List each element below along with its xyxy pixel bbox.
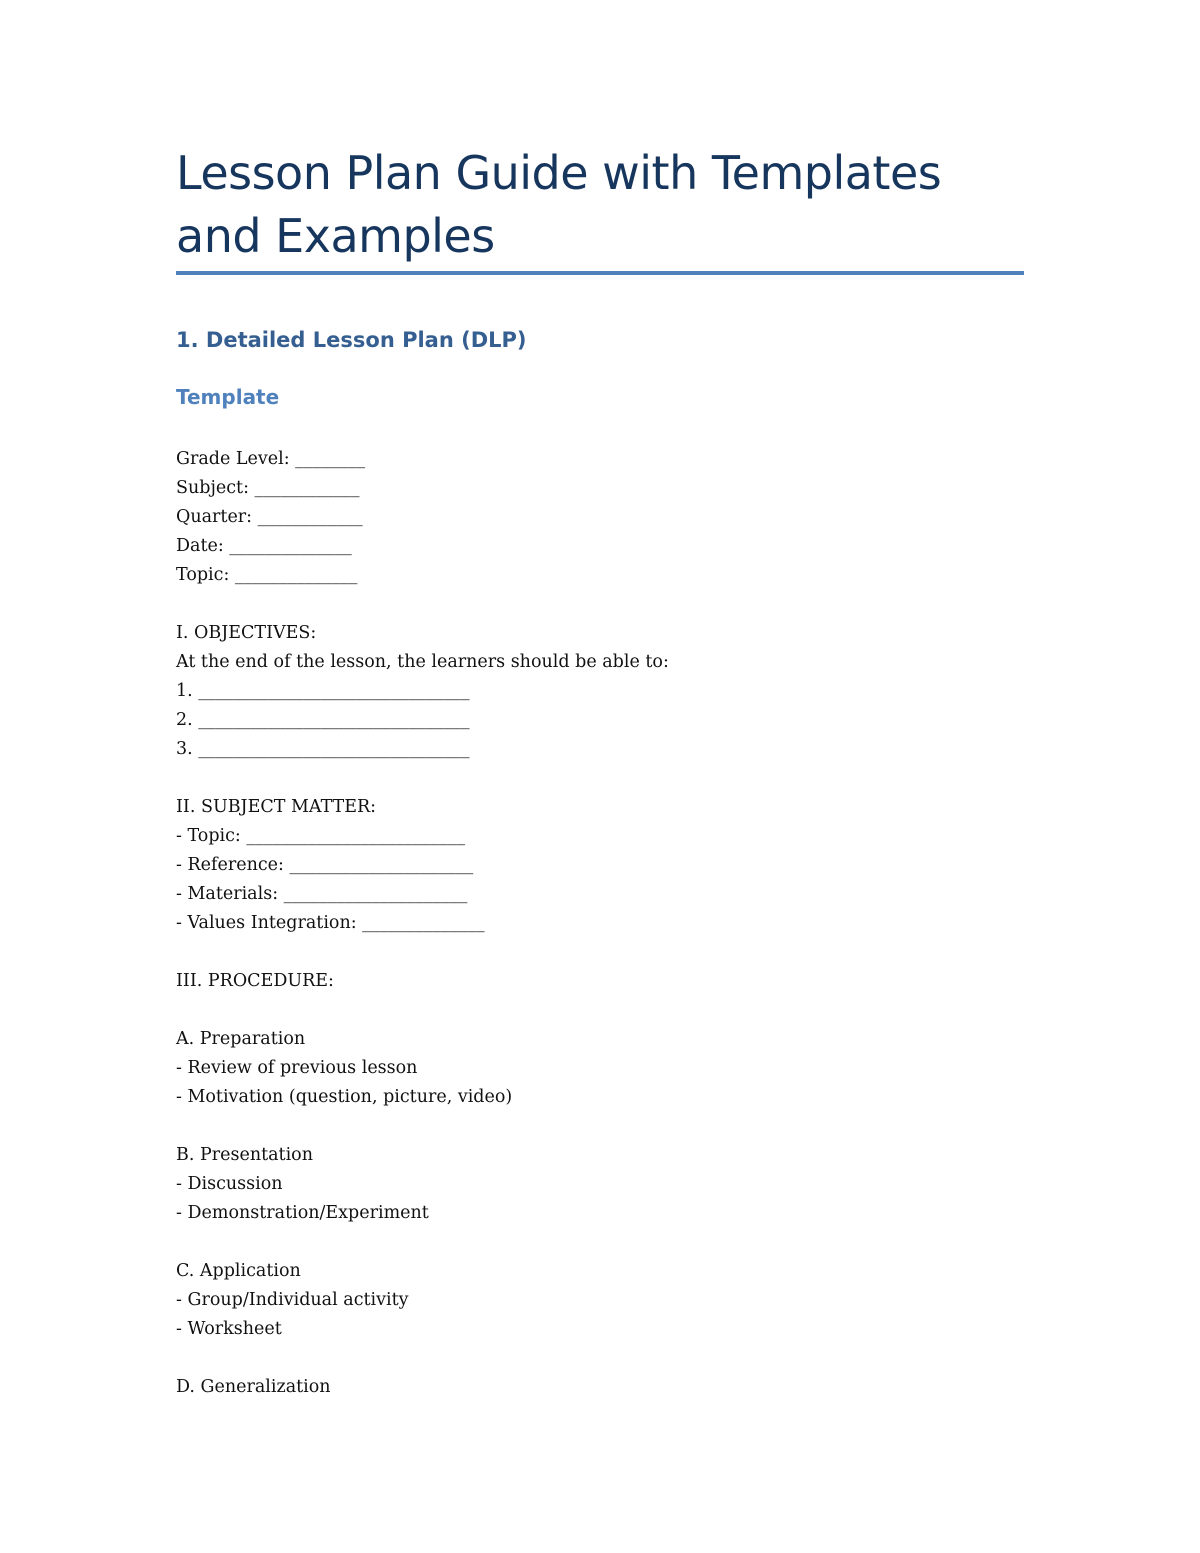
objectives-intro: At the end of the lesson, the learners should be able to: (176, 652, 669, 672)
presentation-item: - Discussion (176, 1174, 283, 1194)
presentation-item: - Demonstration/Experiment (176, 1203, 429, 1223)
subject-matter-heading: II. SUBJECT MATTER: (176, 797, 377, 817)
procedure-section (176, 967, 1024, 1402)
objective-item: 1. _______________________________ (176, 681, 470, 701)
subject-matter-topic: - Topic: _________________________ (176, 826, 466, 846)
preparation-heading: A. Preparation (176, 1029, 306, 1049)
subject-matter-materials: - Materials: _____________________ (176, 884, 468, 904)
objective-item: 3. _______________________________ (176, 739, 470, 759)
field-grade-level: Grade Level: ________ (176, 449, 366, 469)
spacer (176, 590, 1024, 619)
spacer (176, 996, 1024, 1025)
field-subject: Subject: ____________ (176, 478, 360, 498)
title-underline-rule (176, 271, 1024, 275)
presentation-heading: B. Presentation (176, 1145, 313, 1165)
generalization-heading: D. Generalization (176, 1377, 331, 1397)
spacer (176, 764, 1024, 793)
procedure-heading: III. PROCEDURE: (176, 971, 334, 991)
objectives-heading: I. OBJECTIVES: (176, 623, 317, 643)
objectives-section (176, 619, 1024, 764)
application-item: - Worksheet (176, 1319, 282, 1339)
spacer (176, 1228, 1024, 1257)
spacer (176, 938, 1024, 967)
template-body (176, 445, 1024, 1402)
spacer (176, 1344, 1024, 1373)
objective-item: 2. _______________________________ (176, 710, 470, 730)
subject-matter-values: - Values Integration: ______________ (176, 913, 485, 933)
application-heading: C. Application (176, 1261, 301, 1281)
subheading-template: Template (176, 385, 280, 409)
subject-matter-section (176, 793, 1024, 938)
application-item: - Group/Individual activity (176, 1290, 409, 1310)
header-fields (176, 445, 1024, 590)
section-heading: 1. Detailed Lesson Plan (DLP) (176, 328, 527, 352)
field-topic: Topic: ______________ (176, 565, 358, 585)
field-date: Date: ______________ (176, 536, 352, 556)
preparation-item: - Review of previous lesson (176, 1058, 418, 1078)
field-quarter: Quarter: ____________ (176, 507, 363, 527)
preparation-item: - Motivation (question, picture, video) (176, 1087, 513, 1107)
document-title: Lesson Plan Guide with Templates and Examples (176, 146, 942, 263)
subject-matter-reference: - Reference: _____________________ (176, 855, 474, 875)
spacer (176, 1112, 1024, 1141)
